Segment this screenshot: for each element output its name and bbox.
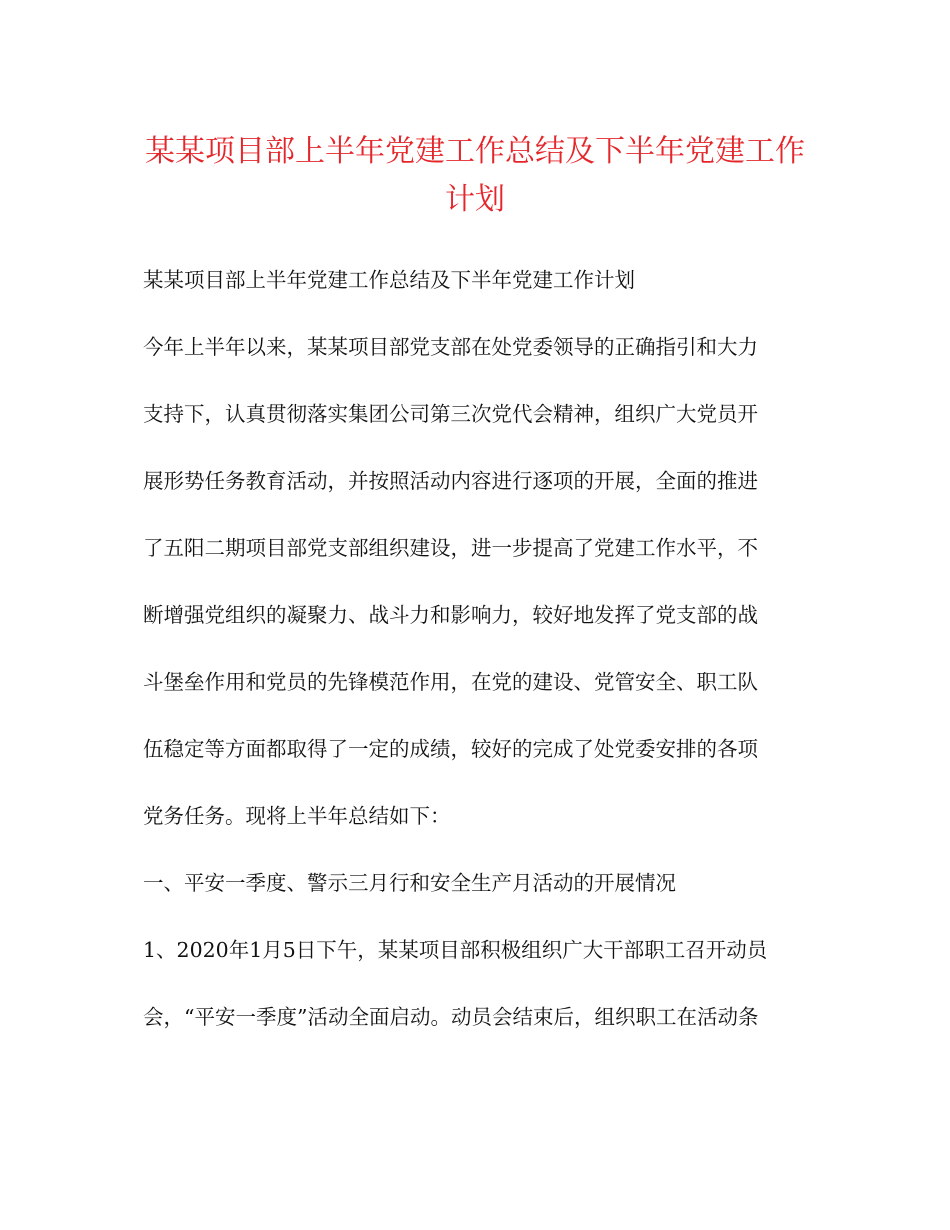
body-line: 今年上半年以来，某某项目部党支部在处党委领导的正确指引和大力 <box>143 335 758 359</box>
document-title: 某某项目部上半年党建工作总结及下半年党建工作计划 <box>145 134 805 217</box>
body-line: 支持下，认真贯彻落实集团公司第三次党代会精神，组织广大党员开 <box>143 402 758 426</box>
body-line: 某某项目部上半年党建工作总结及下半年党建工作计划 <box>143 268 635 292</box>
document-body <box>143 260 813 1064</box>
section-heading: 一、平安一季度、警示三月行和安全生产月活动的开展情况 <box>143 871 676 895</box>
body-line: 展形势任务教育活动，并按照活动内容进行逐项的开展，全面的推进 <box>143 469 758 493</box>
body-line: 断增强党组织的凝聚力、战斗力和影响力，较好地发挥了党支部的战 <box>143 603 758 627</box>
body-line: 伍稳定等方面都取得了一定的成绩，较好的完成了处党委安排的各项 <box>143 737 758 761</box>
body-line: 党务任务。现将上半年总结如下： <box>143 804 451 828</box>
body-line: 会，“平安一季度”活动全面启动。动员会结束后，组织职工在活动条 <box>143 1005 759 1029</box>
body-line: 了五阳二期项目部党支部组织建设，进一步提高了党建工作水平，不 <box>143 536 758 560</box>
body-line: 斗堡垒作用和党员的先锋模范作用，在党的建设、党管安全、职工队 <box>143 670 758 694</box>
body-line: 1、2020年1月5日下午，某某项目部积极组织广大干部职工召开动员 <box>143 938 768 962</box>
